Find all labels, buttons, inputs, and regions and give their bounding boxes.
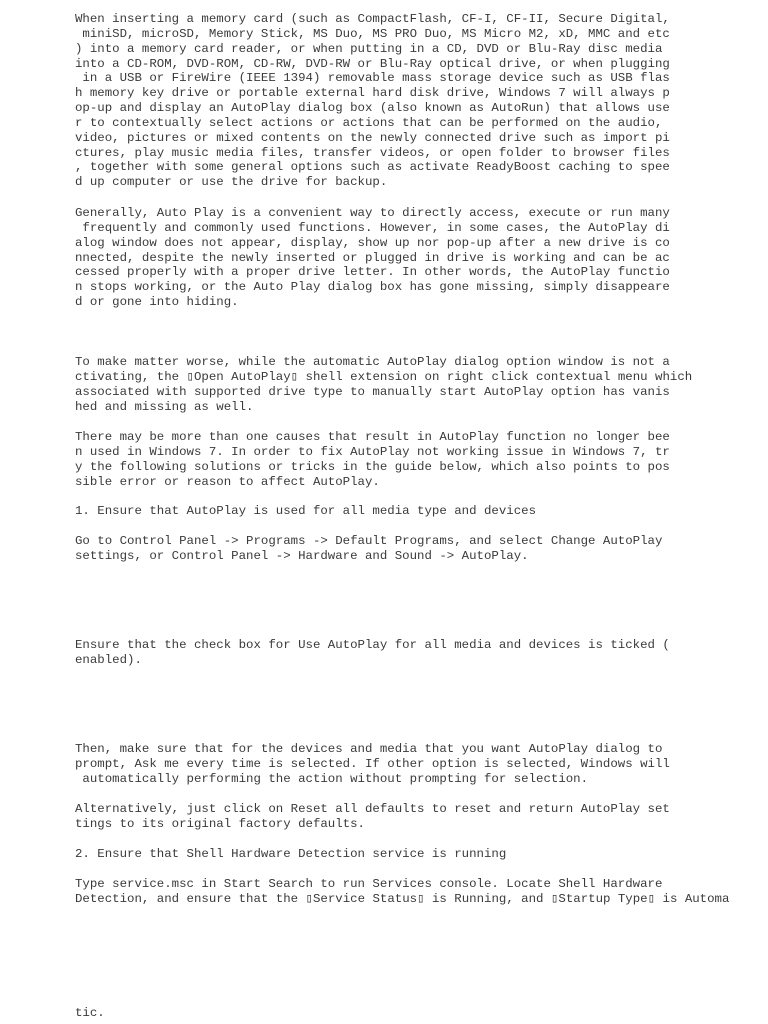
paragraph-autoplay-missing: Generally, Auto Play is a convenient way to directly access, execute or run many frequently and commonly used functions. However, in some cases, the AutoPlay di alog window does not appear, display, show up nor pop-up after a new drive is co nnected, despite the newly inserted or plugged in drive is working and can be ac cessed properly with a proper drive letter. In other words, the AutoPlay functio n stops working, or the Auto Play dialog box has gone missing, simply disappeare d or gone into hiding. xyxy=(75,206,670,310)
heading-step-1: 1. Ensure that AutoPlay is used for all media type and devices xyxy=(75,504,537,518)
paragraph-ask-me-every-time: Then, make sure that for the devices and media that you want AutoPlay dialog to prompt, Ask me every time is selected. If other option is selected, Windows will automatically performing the action without prompting for selection. xyxy=(75,742,670,786)
paragraph-services-console-end: tic. xyxy=(75,1006,105,1020)
paragraph-services-console: Type service.msc in Start Search to run Services console. Locate Shell Hardware Detection, and ensure that the ▯Service Status▯ is Running, and ▯Startup Type▯ is Automa xyxy=(75,877,730,906)
paragraph-shell-extension-missing: To make matter worse, while the automatic AutoPlay dialog option window is not a ctivating, the ▯Open AutoPlay▯ shell extension on right click contextual menu which associated with supported drive type to manually start AutoPlay option has vanis hed and missing as well. xyxy=(75,355,693,414)
paragraph-causes: There may be more than one causes that result in AutoPlay function no longer bee n used in Windows 7. In order to fix AutoPlay not working issue in Windows 7, tr y the following solutions or tricks in the guide below, which also points to pos sible error or reason to affect AutoPlay. xyxy=(75,430,670,489)
paragraph-control-panel-path: Go to Control Panel -> Programs -> Default Programs, and select Change AutoPlay settings, or Control Panel -> Hardware and Sound -> AutoPlay. xyxy=(75,534,663,563)
paragraph-checkbox-ticked: Ensure that the check box for Use AutoPlay for all media and devices is ticked ( enabled). xyxy=(75,638,670,667)
heading-step-2: 2. Ensure that Shell Hardware Detection service is running xyxy=(75,847,507,861)
paragraph-reset-defaults: Alternatively, just click on Reset all defaults to reset and return AutoPlay set tings to its original factory defaults. xyxy=(75,802,670,831)
paragraph-autoplay-intro: When inserting a memory card (such as CompactFlash, CF-I, CF-II, Secure Digital, miniSD, microSD, Memory Stick, MS Duo, MS PRO Duo, MS Micro M2, xD, MMC and etc ) into a memory card reader, or when putting in a CD, DVD or Blu-Ray disc media into a CD-ROM, DVD-ROM, CD-RW, DVD-RW or Blu-Ray optical drive, or when plugging in a USB or FireWire (IEEE 1394) removable mass storage device such as USB flas h memory key drive or portable external hard disk drive, Windows 7 will always p op-up and display an AutoPlay dialog box (also known as AutoRun) that allows use r to contextually select actions or actions that can be performed on the audio, video, pictures or mixed contents on the newly connected drive such as import pi ctures, play music media files, transfer videos, or open folder to browser files , together with some general options such as activate ReadyBoost caching to spee d up computer or use the drive for backup. xyxy=(75,12,670,190)
